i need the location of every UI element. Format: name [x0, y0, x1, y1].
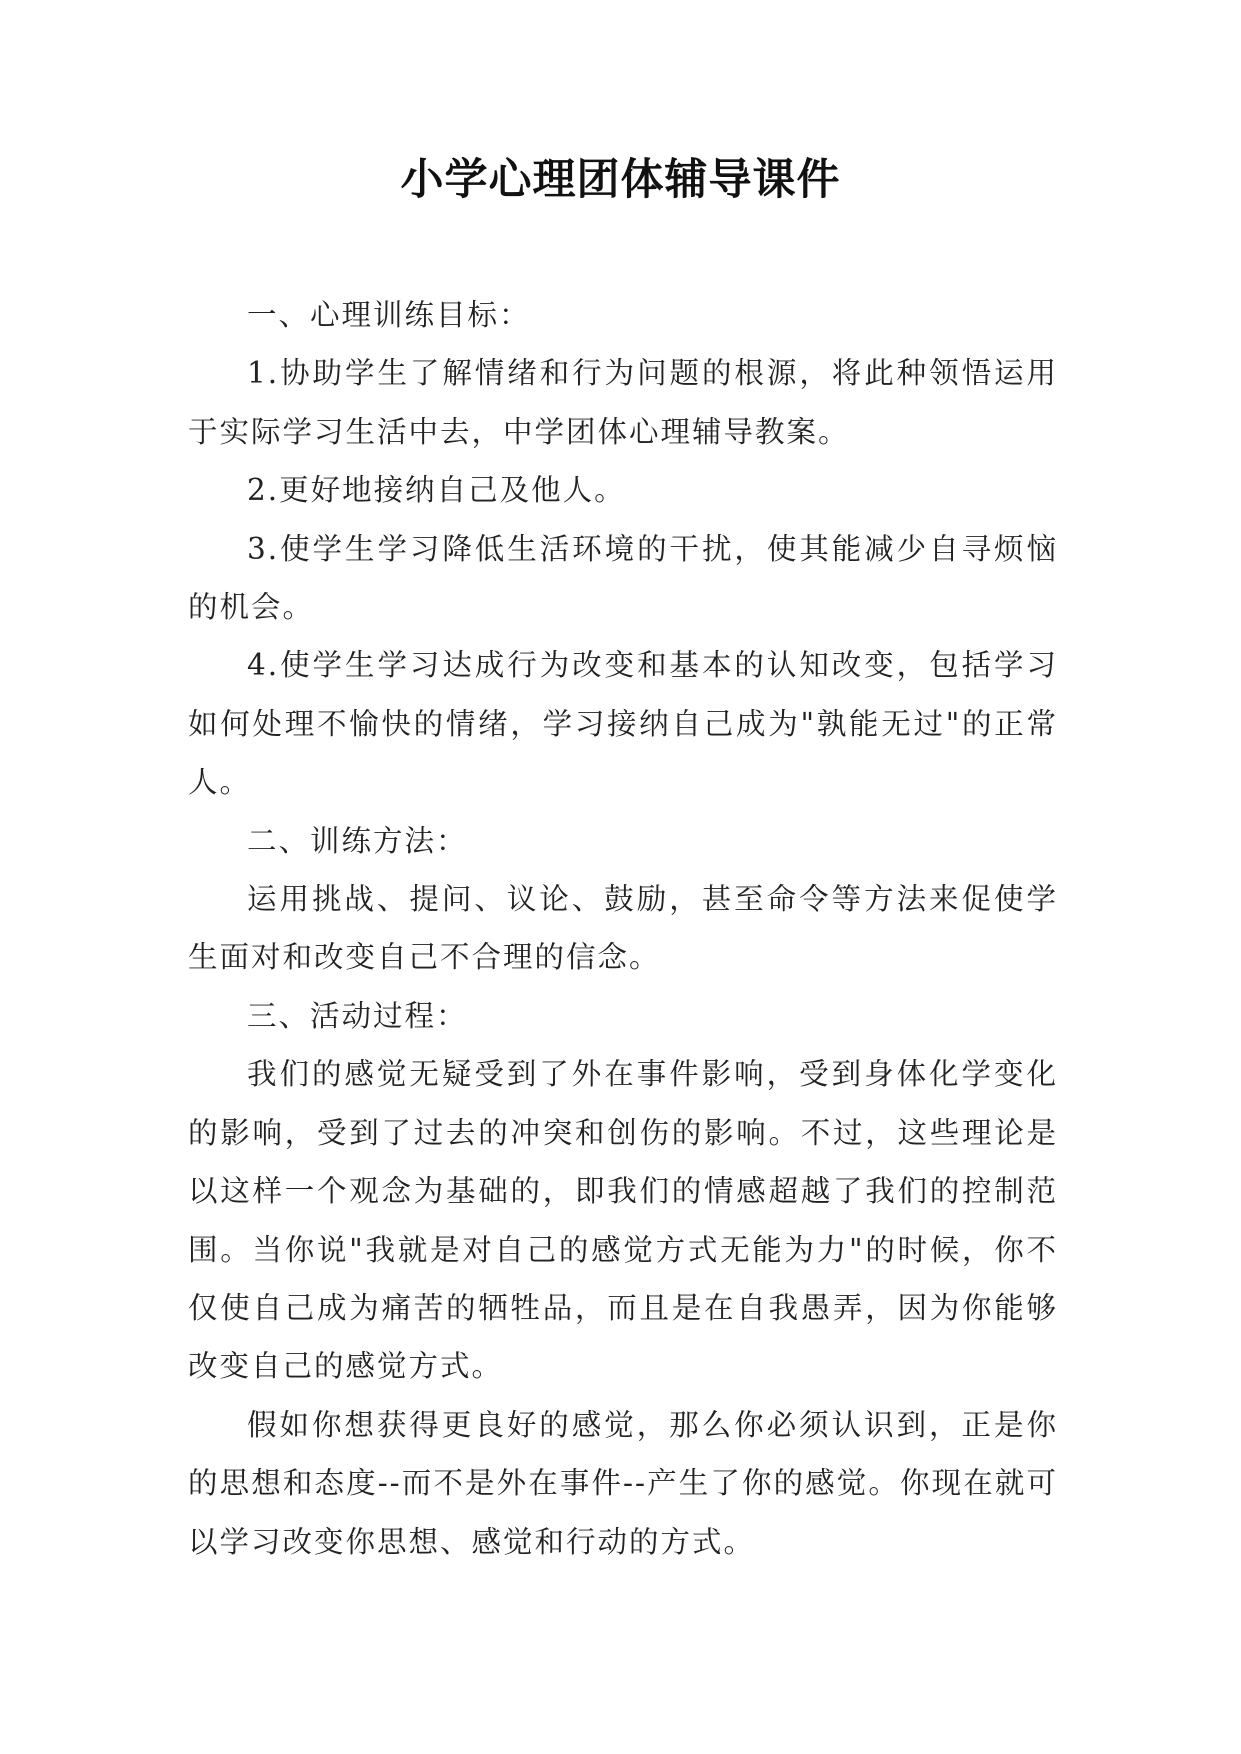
methods-paragraph: 运用挑战、提问、议论、鼓励，甚至命令等方法来促使学生面对和改变自己不合理的信念。 — [188, 882, 1058, 975]
goal-item-2: 2.更好地接纳自己及他人。 — [247, 473, 626, 508]
section-heading-goals: 一、心理训练目标： — [247, 298, 531, 332]
section-heading-process: 三、活动过程： — [247, 998, 468, 1033]
goal-item-1: 1.协助学生了解情绪和行为问题的根源，将此种领悟运用于实际学习生活中去，中学团体心理辅导教案。 — [188, 356, 1058, 449]
process-paragraph-2: 假如你想获得更良好的感觉，那么你必须认识到，正是你的思想和态度--而不是外在事件--产生了你的感觉。你现在就可以学习改变你思想、感觉和行动的方式。 — [188, 1407, 1058, 1559]
document-title: 小学心理团体辅导课件 — [400, 155, 841, 205]
document-body — [188, 286, 1058, 1571]
process-paragraph-1: 我们的感觉无疑受到了外在事件影响，受到身体化学变化的影响，受到了过去的冲突和创伤的影响。不过，这些理论是以这样一个观念为基础的，即我们的情感超越了我们的控制范围。当你说"我就是对自己的感觉方式无能为力"的时候，你不仅使自己成为痛苦的牺牲品，而且是在自我愚弄，因为你能够改变自己的感觉方式。 — [188, 1057, 1058, 1384]
goal-item-3: 3.使学生学习降低生活环境的干扰，使其能减少自寻烦恼的机会。 — [188, 531, 1058, 625]
section-heading-methods: 二、训练方法： — [247, 823, 468, 858]
goal-item-4: 4.使学生学习达成行为改变和基本的认知改变，包括学习如何处理不愉快的情绪，学习接纳自己成为"孰能无过"的正常人。 — [188, 648, 1058, 800]
